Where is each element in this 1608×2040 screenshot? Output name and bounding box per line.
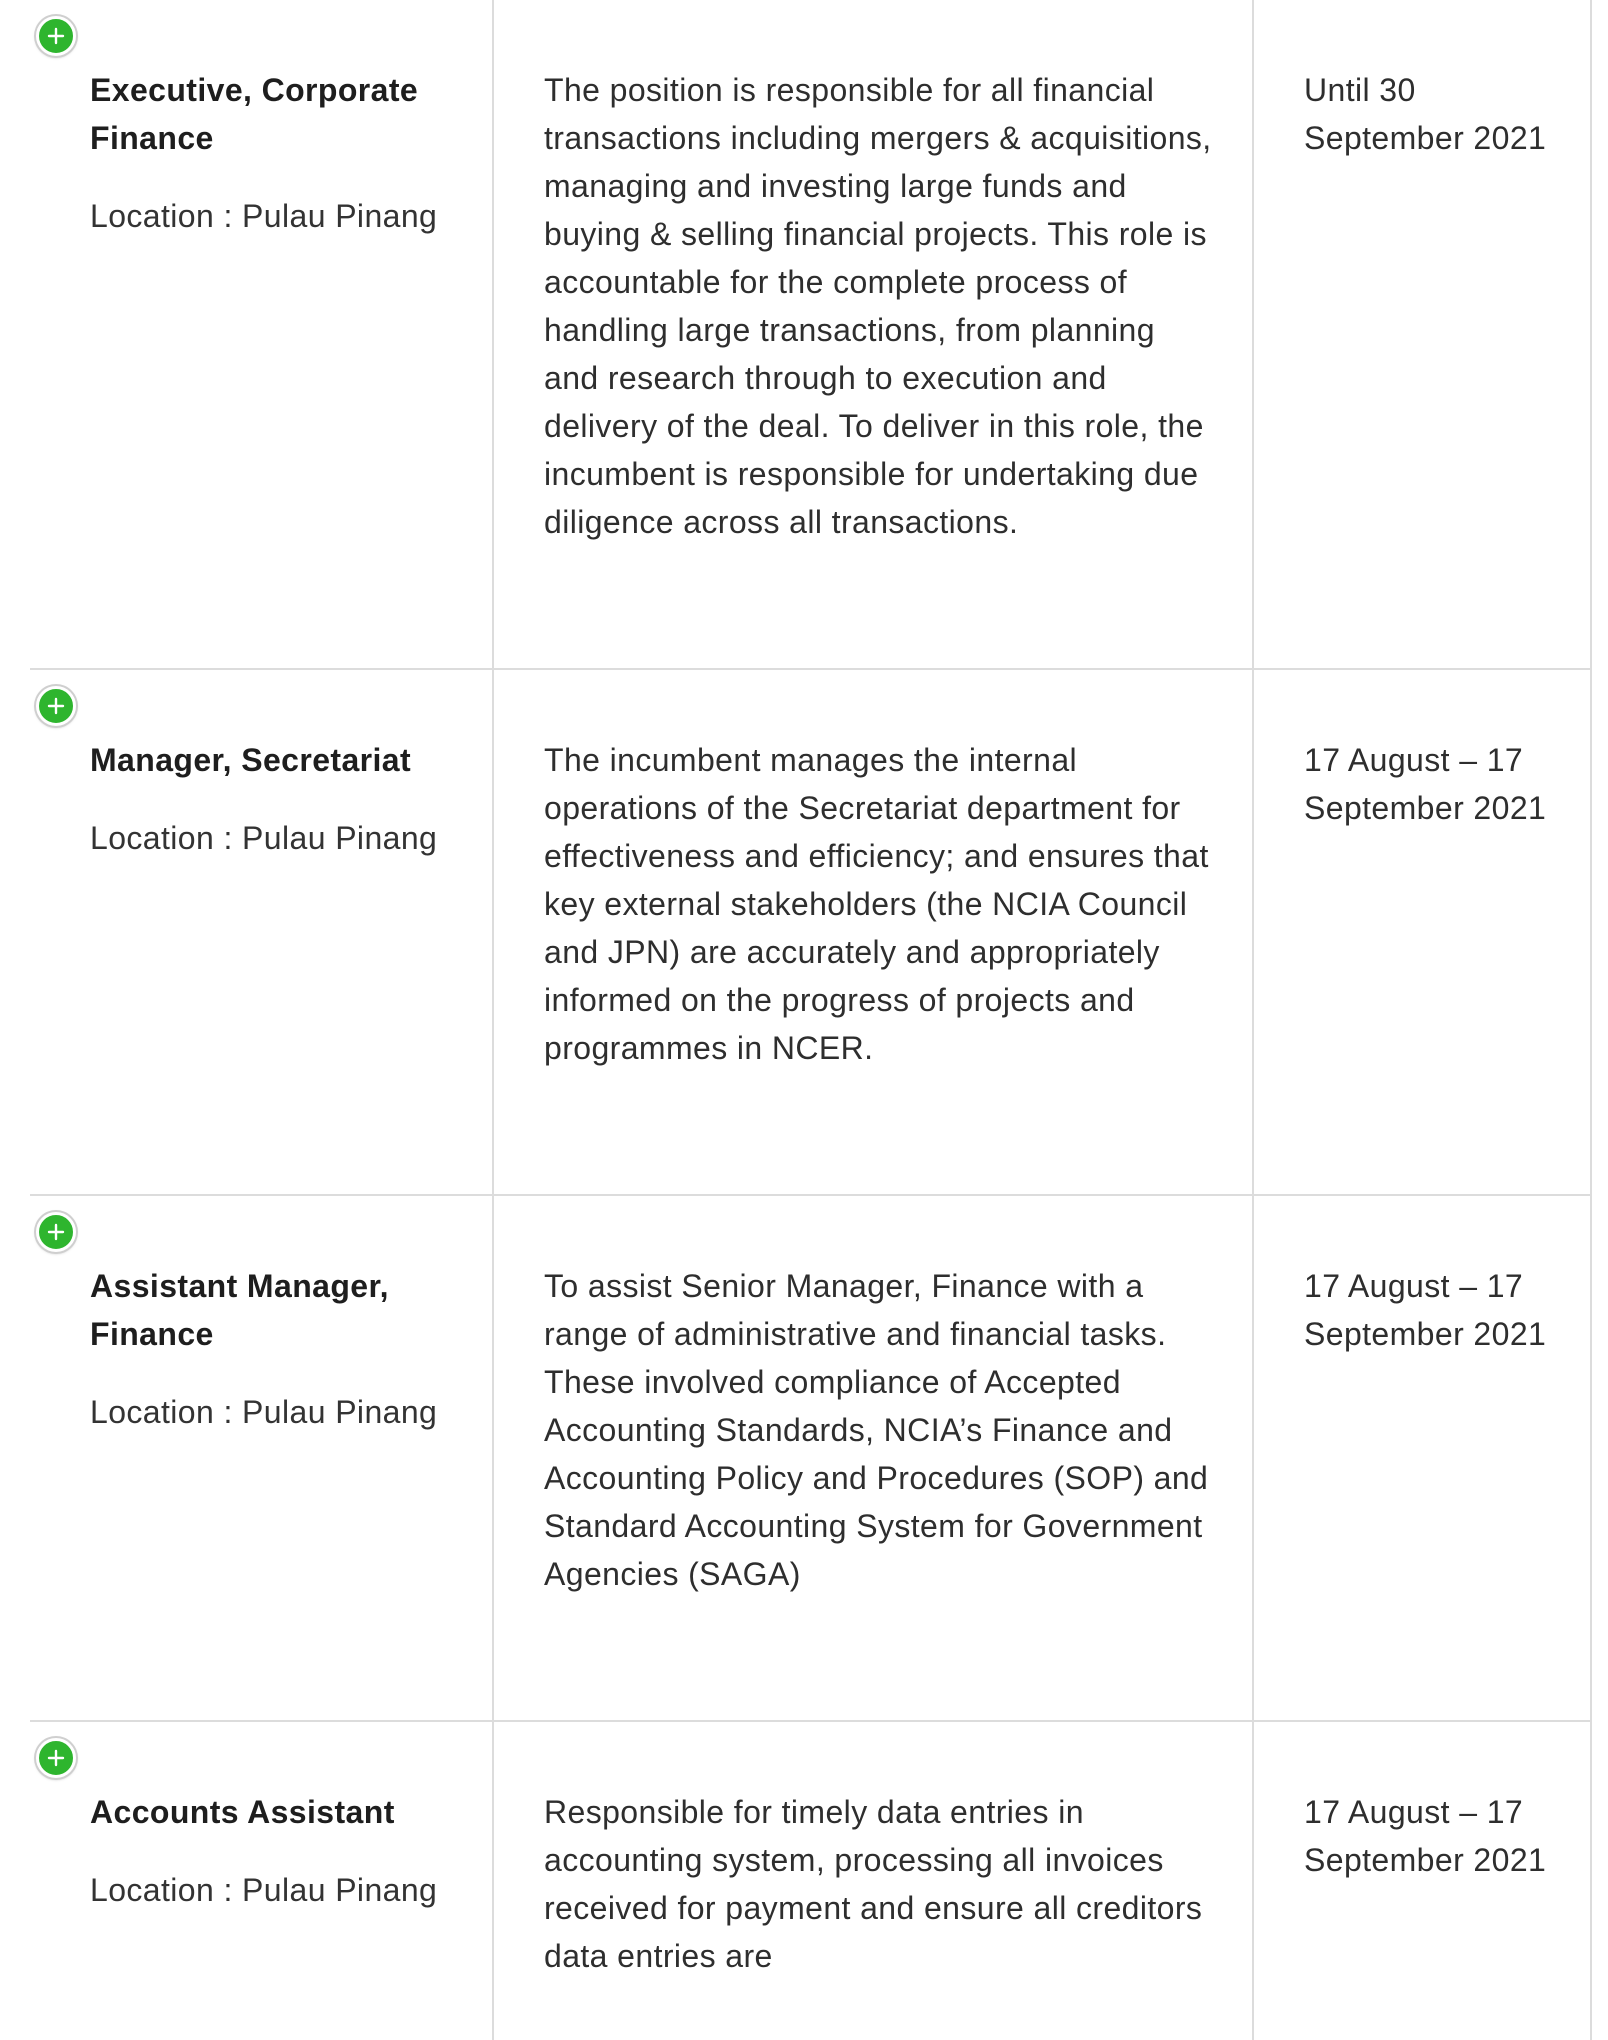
- table-row: [30, 1196, 1592, 1722]
- expand-row-button[interactable]: [36, 1738, 76, 1778]
- application-period: 17 August – 17 September 2021: [1252, 670, 1592, 1194]
- expand-row-button[interactable]: [36, 686, 76, 726]
- plus-icon: [46, 1222, 66, 1242]
- job-vacancies-table: [30, 0, 1592, 1975]
- job-cell: [30, 1722, 492, 2040]
- job-description: The incumbent manages the internal operations of the Secretariat department for effectiveness and efficiency; and ensures that key external stakeholders (the NCIA Council and JPN) are accurately and appropriately informed on the progress of projects and programmes in NCER.: [492, 670, 1252, 1194]
- job-description: The position is responsible for all financial transactions including mergers & acquisitions, managing and investing large funds and buying & selling financial projects. This role is accountable for the complete process of handling large transactions, from planning and research through to execution and delivery of the deal. To deliver in this role, the incumbent is responsible for undertaking due diligence across all transactions.: [492, 0, 1252, 668]
- job-description: To assist Senior Manager, Finance with a range of administrative and financial tasks. These involved compliance of Accepted Accounting Standards, NCIA’s Finance and Accounting Policy and Procedures (SOP) and Standard Accounting System for Government Agencies (SAGA): [492, 1196, 1252, 1720]
- job-title: Accounts Assistant: [90, 1794, 395, 1830]
- job-title: Manager, Secretariat: [90, 742, 412, 778]
- job-title: Assistant Manager, Finance: [90, 1268, 389, 1352]
- job-cell: [30, 1196, 492, 1720]
- plus-icon: [46, 1748, 66, 1768]
- job-location: Location : Pulau Pinang: [90, 820, 438, 856]
- job-cell: [30, 670, 492, 1194]
- job-cell: [30, 0, 492, 668]
- job-title: Executive, Corporate Finance: [90, 72, 419, 156]
- application-period: 17 August – 17 September 2021: [1252, 1722, 1592, 2040]
- plus-icon: [46, 696, 66, 716]
- job-location: Location : Pulau Pinang: [90, 1394, 438, 1430]
- job-description: Responsible for timely data entries in accounting system, processing all invoices received for payment and ensure all creditors data entries are: [492, 1722, 1252, 2040]
- table-row: [30, 670, 1592, 1196]
- job-location: Location : Pulau Pinang: [90, 198, 438, 234]
- application-period: Until 30 September 2021: [1252, 0, 1592, 668]
- job-location: Location : Pulau Pinang: [90, 1872, 438, 1908]
- table-row: [30, 1722, 1592, 1975]
- expand-row-button[interactable]: [36, 1212, 76, 1252]
- expand-row-button[interactable]: [36, 16, 76, 56]
- plus-icon: [46, 26, 66, 46]
- table-row: [30, 0, 1592, 670]
- application-period: 17 August – 17 September 2021: [1252, 1196, 1592, 1720]
